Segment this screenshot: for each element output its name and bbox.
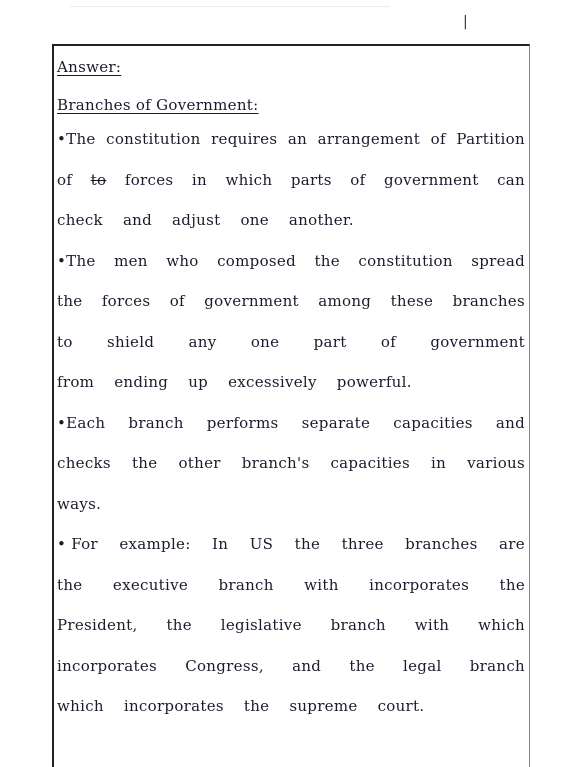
- note-word: branch: [469, 656, 525, 675]
- note-word: the: [294, 535, 321, 553]
- note-line: [57, 454, 525, 472]
- note-word: among: [318, 292, 372, 310]
- note-word: with: [414, 616, 450, 634]
- note-word: example:: [119, 535, 191, 553]
- note-word: branches: [452, 292, 525, 310]
- note-word: an: [287, 130, 308, 148]
- note-word: in: [431, 454, 447, 472]
- note-word: are: [499, 535, 525, 553]
- note-word: various: [467, 454, 525, 472]
- note-word: forces: [124, 170, 174, 189]
- note-word: one: [250, 332, 280, 351]
- note-word: government: [383, 170, 479, 189]
- note-word: •Each: [57, 413, 106, 432]
- note-word: branch: [128, 413, 184, 432]
- note-line: [57, 495, 525, 513]
- note-word: to: [57, 332, 73, 351]
- note-line: [57, 414, 525, 432]
- note-word: court.: [377, 697, 425, 715]
- note-word: branch's: [241, 454, 310, 472]
- note-word: part: [313, 332, 347, 351]
- note-line: [57, 130, 525, 148]
- note-word: branch: [330, 616, 386, 634]
- answer-label: Answer:: [57, 58, 122, 76]
- note-word: another.: [288, 211, 354, 229]
- note-word: who: [166, 251, 199, 270]
- note-word: the: [131, 454, 158, 472]
- note-word: ending: [114, 373, 169, 391]
- note-line: [57, 292, 525, 310]
- note-word: forces: [101, 292, 151, 310]
- note-word: the: [57, 292, 83, 310]
- note-word: •The: [57, 130, 96, 148]
- note-word: the: [166, 616, 192, 634]
- note-word: capacities: [393, 413, 473, 432]
- note-word: shield: [106, 332, 155, 351]
- note-word: checks: [57, 454, 111, 472]
- note-word: with: [304, 575, 339, 594]
- note-word: from: [57, 373, 95, 391]
- note-word: requires: [211, 130, 278, 148]
- note-word: can: [497, 170, 525, 189]
- note-word: of: [169, 292, 185, 310]
- note-word: branch: [218, 575, 274, 594]
- note-word: executive: [112, 575, 189, 594]
- note-word: one: [240, 211, 269, 229]
- note-word: to: [90, 170, 107, 189]
- note-word: men: [114, 251, 148, 270]
- note-word: branches: [405, 535, 478, 553]
- note-word: these: [390, 292, 434, 310]
- note-word: • For: [57, 535, 98, 553]
- note-word: and: [495, 413, 525, 432]
- scan-edge-line: [70, 6, 390, 7]
- section-heading: Branches of Government:: [57, 96, 259, 114]
- note-word: government: [204, 292, 299, 310]
- note-word: US: [249, 535, 274, 553]
- note-word: arrangement: [317, 130, 421, 148]
- note-word: Congress,: [185, 656, 264, 675]
- note-word: government: [430, 332, 525, 351]
- note-line: [57, 657, 525, 675]
- note-line: [57, 535, 525, 553]
- note-word: the: [243, 697, 270, 715]
- note-word: legal: [403, 656, 442, 675]
- note-word: adjust: [172, 211, 221, 229]
- note-word: which: [57, 697, 104, 715]
- note-line: [57, 576, 525, 594]
- note-line: [57, 616, 525, 634]
- note-word: spread: [471, 251, 525, 270]
- note-word: excessively: [228, 373, 317, 391]
- note-word: other: [178, 454, 221, 472]
- note-word: the: [314, 251, 340, 270]
- note-word: constitution: [106, 130, 201, 148]
- note-word: which: [478, 616, 525, 634]
- note-word: capacities: [330, 454, 410, 472]
- note-word: incorporates: [57, 656, 158, 675]
- note-word: up: [188, 373, 209, 391]
- note-word: the: [57, 575, 83, 594]
- note-word: check: [57, 211, 103, 229]
- note-word: performs: [206, 413, 279, 432]
- note-line: [57, 697, 525, 715]
- note-word: any: [188, 332, 217, 351]
- note-word: Partition: [456, 130, 525, 148]
- note-word: incorporates: [123, 697, 224, 715]
- note-word: of: [57, 170, 73, 189]
- note-word: the: [349, 656, 375, 675]
- note-line: [57, 252, 525, 270]
- note-word: of: [430, 130, 446, 148]
- note-word: legislative: [220, 616, 302, 634]
- note-word: which: [225, 170, 273, 189]
- note-line: [57, 373, 525, 391]
- note-word: ways.: [57, 494, 102, 513]
- heading-line: [57, 96, 525, 114]
- note-word: of: [350, 170, 366, 189]
- note-line: [57, 211, 525, 229]
- note-word: and: [122, 211, 153, 229]
- note-word: constitution: [358, 251, 453, 270]
- note-word: three: [341, 535, 384, 553]
- note-word: •The: [57, 251, 96, 270]
- note-word: the: [499, 575, 525, 594]
- note-line: [57, 171, 525, 189]
- note-word: composed: [217, 251, 296, 270]
- note-word: powerful.: [336, 373, 412, 391]
- note-word: of: [380, 332, 397, 351]
- answer-label-line: [57, 58, 525, 76]
- note-word: supreme: [289, 697, 358, 715]
- note-word: incorporates: [369, 575, 470, 594]
- note-word: separate: [301, 413, 371, 432]
- note-line: [57, 333, 525, 351]
- note-word: in: [191, 170, 207, 189]
- note-word: In: [212, 535, 229, 553]
- corner-mark: |: [463, 14, 468, 30]
- note-word: parts: [290, 170, 332, 189]
- note-word: and: [292, 656, 322, 675]
- note-word: President,: [57, 616, 138, 634]
